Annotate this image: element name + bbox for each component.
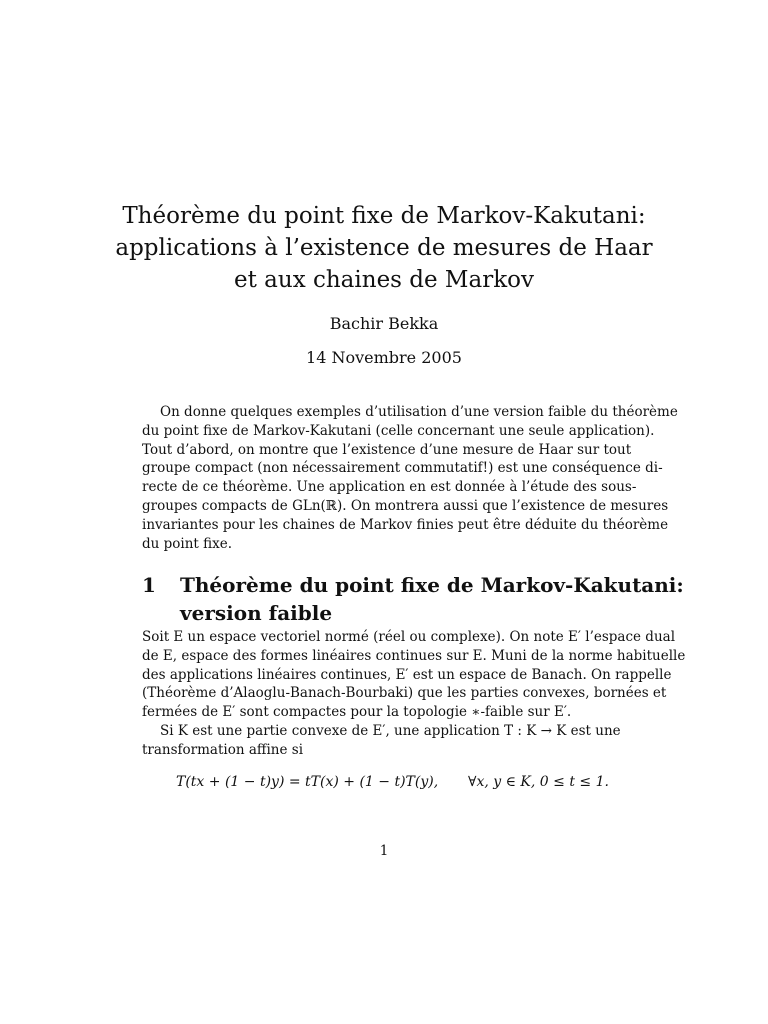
body-line: des applications linéaires continues, E′ est un espace de Banach. On rappelle: [142, 666, 672, 683]
abstract-line: du point fixe.: [142, 535, 233, 552]
body-line: fermées de E′ sont compactes pour la topologie ∗-faible sur E′.: [142, 704, 572, 721]
equation-condition: ∀x, y ∈ K, 0 ≤ t ≤ 1.: [468, 774, 609, 790]
abstract-line: groupes compacts de GLn(ℝ). On montrera aussi que l’existence de mesures: [142, 497, 669, 514]
abstract-line: groupe compact (non nécessairement commutatif!) est une conséquence di-: [142, 460, 663, 477]
section-title: [180, 571, 710, 627]
section-number: 1: [142, 573, 156, 597]
abstract-line: du point fixe de Markov-Kakutani (celle concernant une seule application).: [142, 422, 655, 439]
title-line-2: applications à l’existence de mesures de Haar: [115, 235, 653, 261]
body-line: Soit E un espace vectoriel normé (réel ou complexe). On note E′ l’espace dual: [142, 629, 676, 645]
section-title-line-2: version faible: [180, 601, 333, 625]
title-line-1: Théorème du point fixe de Markov-Kakutani:: [122, 203, 646, 229]
body-line: Si K est une partie convexe de E′, une application T : K → K est une: [160, 722, 621, 739]
title-line-3: et aux chaines de Markov: [234, 267, 534, 293]
body-line: (Théorème d’Alaoglu-Banach-Bourbaki) que les parties convexes, bornées et: [142, 685, 667, 702]
section-body: [142, 628, 686, 760]
body-line: de E, espace des formes linéaires continues sur E. Muni de la norme habituelle: [142, 647, 686, 664]
body-line: transformation affine si: [142, 741, 304, 758]
author-name: Bachir Bekka: [329, 314, 439, 333]
abstract-line: On donne quelques exemples d’utilisation d’une version faible du théorème: [160, 404, 678, 420]
page-number: 1: [379, 843, 389, 859]
publication-date: 14 Novembre 2005: [306, 348, 462, 367]
abstract: [142, 403, 678, 553]
abstract-line: invariantes pour les chaines de Markov finies peut être déduite du théorème: [142, 516, 669, 533]
abstract-line: recte de ce théorème. Une application en est donnée à l’étude des sous-: [142, 479, 637, 496]
section-title-line-1: Théorème du point fixe de Markov-Kakutani:: [180, 573, 684, 597]
equation-left: T(tx + (1 − t)y) = tT(x) + (1 − t)T(y),: [176, 774, 439, 790]
abstract-line: Tout d’abord, on montre que l’existence d’une mesure de Haar sur tout: [142, 441, 632, 458]
paper-title: [0, 200, 768, 296]
